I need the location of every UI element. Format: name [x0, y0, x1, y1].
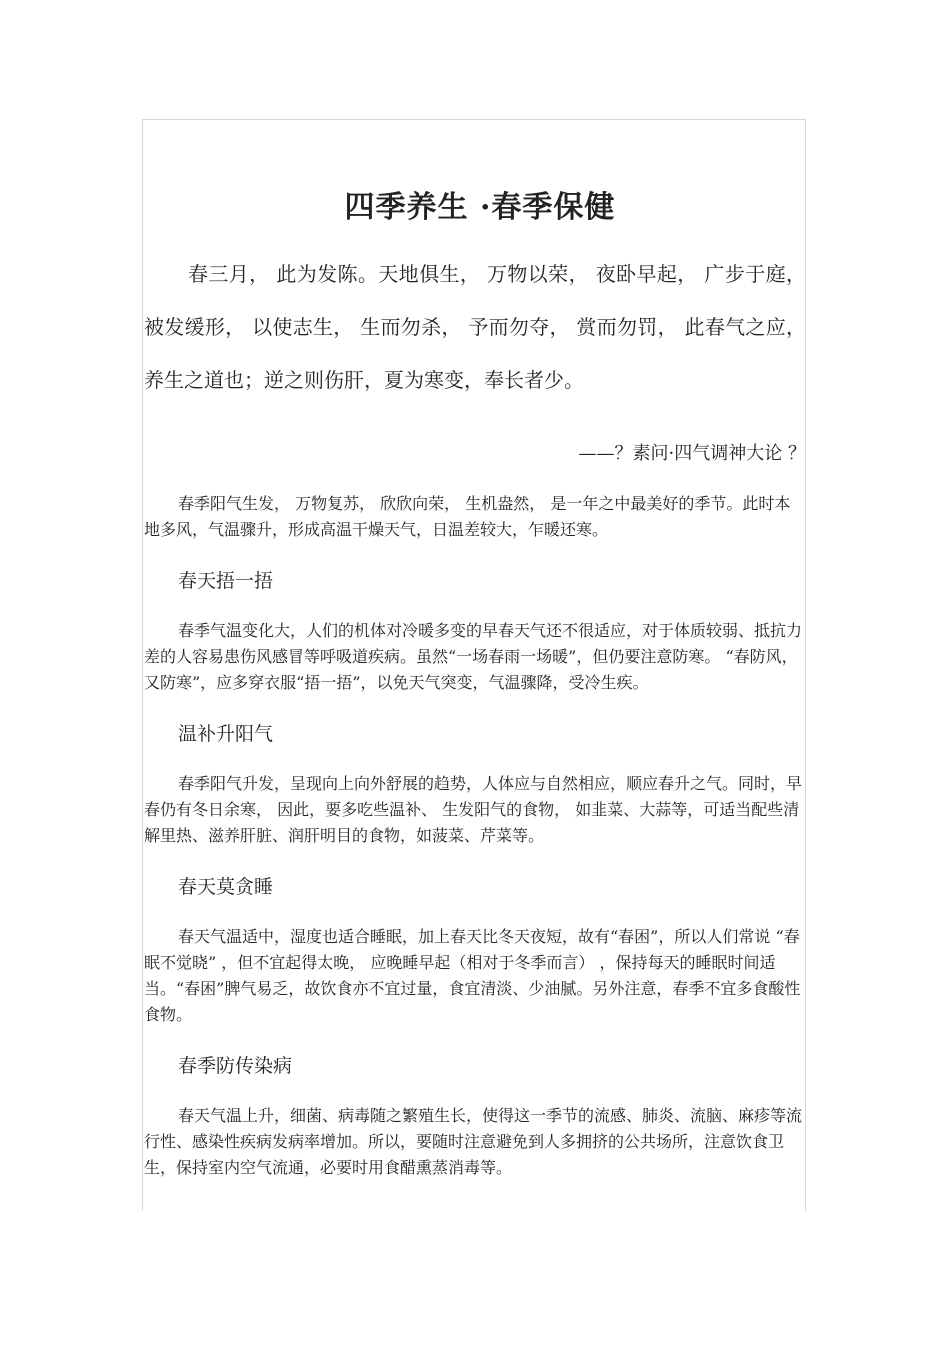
section-heading-warm-tonify: 温补升阳气	[178, 723, 274, 745]
document-content	[144, 186, 806, 1181]
document-title: 四季养生 ·春季保健	[344, 190, 616, 225]
section-body-infection: 春天气温上升，细菌、病毒随之繁殖生长，使得这一季节的流感、肺炎、流脑、麻疹等流行性、感染性疾病发病率增加。所以，要随时注意避免到人多拥挤的公共场所，注意饮食卫生，保持室内空气流通，必要时用食醋熏蒸消毒等。	[144, 1106, 803, 1177]
intro-paragraph: 春季阳气生发， 万物复苏， 欣欣向荣， 生机盎然， 是一年之中最美好的季节。此时本地多风，气温骤升，形成高温干燥天气，日温差较大，乍暖还寒。	[144, 494, 791, 539]
section-body-keep-warm: 春季气温变化大，人们的机体对冷暖多变的早春天气还不很适应，对于体质较弱、抵抗力差的人容易患伤风感冒等呼吸道疾病。虽然“一场春雨一场暖”，但仍要注意防寒。 “春防风，又防寒”，应多穿衣服“捂一捂”，以免天气突变，气温骤降，受冷生疾。	[144, 621, 803, 692]
section-body-sleep: 春天气温适中，湿度也适合睡眠，加上春天比冬天夜短，故有“春困”，所以人们常说 “春眠不觉晓” ，但不宜起得太晚， 应晚睡早起（相对于冬季而言） ，保持每天的睡眠时间适当。“春困”脾气易乏，故饮食亦不宜过量，食宜清淡、少油腻。另外注意，春季不宜多食酸性食物。	[144, 927, 801, 1024]
section-body-warm-tonify: 春季阳气升发，呈现向上向外舒展的趋势，人体应与自然相应，顺应春升之气。同时，早春仍有冬日余寒， 因此，要多吃些温补、 生发阳气的食物， 如韭菜、大蒜等，可适当配些清解里热、滋养肝脏、润肝明目的食物，如菠菜、芹菜等。	[144, 774, 803, 845]
section-heading-sleep: 春天莫贪睡	[178, 876, 274, 898]
verse-source: ——？素问·四气调神大论 ？	[578, 443, 806, 464]
section-heading-infection: 春季防传染病	[178, 1055, 293, 1077]
classic-verse: 春三月， 此为发陈。天地俱生， 万物以荣， 夜卧早起， 广步于庭，被发缓形， 以使志生， 生而勿杀， 予而勿夺， 赏而勿罚， 此春气之应，养生之道也；逆之则伤肝，夏为寒变，奉长者少。	[144, 262, 806, 392]
section-heading-keep-warm: 春天捂一捂	[178, 570, 274, 592]
